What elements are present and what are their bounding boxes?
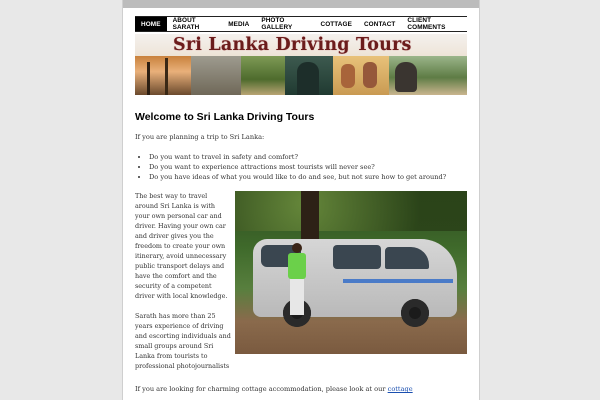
experience-paragraph: Sarath has more than 25 years experience of driving and escorting individuals and small groups around Sri Lanka from tourists to professional photojournalists xyxy=(135,312,231,370)
cottage-line xyxy=(135,384,467,394)
questions-list xyxy=(135,152,467,182)
banner-photo-market xyxy=(241,56,285,95)
nav-cottage[interactable]: COTTAGE xyxy=(320,20,352,28)
list-item: • Do you want to travel in safety and comfort? xyxy=(149,152,467,162)
banner-photo-statue xyxy=(191,56,241,95)
description-column xyxy=(135,191,231,371)
top-bar xyxy=(123,0,479,8)
cottage-link[interactable]: cottage xyxy=(387,385,413,393)
banner-photo-fresco xyxy=(333,56,389,95)
content-area xyxy=(135,8,467,394)
list-item: • Do you have ideas of what you would like to do and see, but not sure how to get around? xyxy=(149,172,467,182)
intro-columns xyxy=(135,191,467,376)
driver-van-photo xyxy=(235,191,467,354)
intro-text: If you are planning a trip to Sri Lanka: xyxy=(135,133,265,141)
nav-home[interactable]: HOME xyxy=(135,17,167,31)
banner-photo-palms xyxy=(135,56,191,95)
nav-contact[interactable]: CONTACT xyxy=(363,20,396,28)
nav-about-sarath[interactable]: ABOUT SARATH xyxy=(172,17,200,31)
main-nav xyxy=(135,16,467,32)
nav-photo-gallery[interactable]: PHOTO GALLERY xyxy=(261,17,293,31)
list-item: • Do you want to experience attractions most tourists will never see? xyxy=(149,162,467,172)
description-paragraph: The best way to travel around Sri Lanka is with your own personal car and driver. Having your own car and driver gives you the freedom to create your own itinerary, avoid unnecessary public transport delays and have the comfort and the security of a competent driver with local knowledge. xyxy=(135,192,228,300)
page xyxy=(122,0,480,400)
banner-title: Sri Lanka Driving Tours xyxy=(173,35,412,55)
banner-photo-person xyxy=(285,56,333,95)
banner-photo-elephant xyxy=(389,56,467,95)
nav-media[interactable]: MEDIA xyxy=(228,20,250,28)
banner-photo-strip xyxy=(135,56,467,95)
cottage-text: If you are looking for charming cottage accommodation, please look at our xyxy=(135,385,386,393)
page-title: Welcome to Sri Lanka Driving Tours xyxy=(135,111,315,123)
header-banner xyxy=(135,34,467,95)
nav-client-comments[interactable]: CLIENT COMMENTS xyxy=(407,17,446,31)
